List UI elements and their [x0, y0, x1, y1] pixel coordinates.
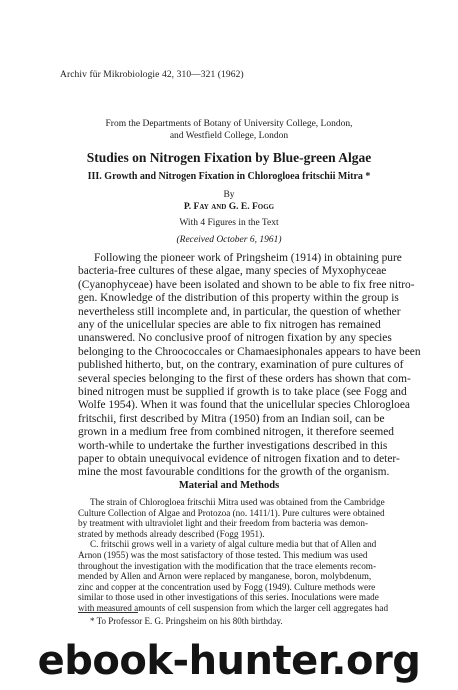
methods-line: C. fritschii grows well in a variety of algal culture media but that of Allen and — [90, 539, 377, 550]
intro-line: bacteria-free cultures of these algae, many species of Myxophyceae — [78, 265, 387, 278]
section-heading: Material and Methods — [178, 480, 280, 491]
methods-line: with measured amounts of cell suspension from which the larger cell aggregates had — [78, 603, 389, 613]
affiliation-line-2: and Westfield College, London — [169, 131, 289, 141]
journal-citation: Archiv für Mikrobiologie 42, 310—321 (1962) — [60, 70, 244, 80]
paper-subtitle: III. Growth and Nitrogen Fixation in Chlorogloea fritschii Mitra * — [87, 171, 371, 182]
intro-line: any of the unicellular species are able to fix nitrogen has remained — [78, 319, 381, 331]
intro-line: Following the pioneer work of Pringsheim (1914) in obtaining pure — [94, 252, 402, 264]
methods-line: The strain of Chlorogloea fritschii Mitra used was obtained from the Cambridge — [90, 497, 385, 507]
byline-by: By — [223, 190, 235, 200]
methods-line: zinc and copper at the concentration used by Fogg (1949). Culture methods were — [78, 581, 376, 592]
methods-line: Culture Collection of Algae and Protozoa (no. 1411/1). Pure cultures were obtained — [78, 507, 385, 518]
intro-line: (Cyanophyceae) have been isolated and shown to be able to fix free nitro- — [78, 278, 415, 291]
intro-line: unanswered. No conclusive proof of nitrogen fixation by any species — [78, 332, 392, 345]
watermark-banner: ebook-hunter.org — [37, 638, 421, 684]
intro-line: gen. Knowledge of the distribution of this property within the group is — [78, 292, 399, 305]
figures-note: With 4 Figures in the Text — [179, 218, 279, 228]
methods-line: similar to those used in other investigations of this series. Inoculations were made — [78, 592, 379, 603]
intro-line: worth-while to undertake the further investigations described in this — [78, 439, 388, 452]
intro-line: fritschii, first described by Mitra (1950) from an Indian soil, can be — [78, 412, 385, 425]
intro-line: grown in a medium free from combined nitrogen, it therefore seemed — [78, 426, 394, 439]
paper-title: Studies on Nitrogen Fixation by Blue-green Algae — [86, 150, 372, 165]
methods-line: Arnon (1955) was the most satisfactory of those tested. This medium was used — [78, 550, 368, 560]
methods-line: strated by methods already described (Fogg 1951). — [78, 528, 265, 539]
affiliation-line-1: From the Departments of Botany of University College, London, — [105, 119, 353, 129]
intro-line: belonging to the Chroococcales or Chamaesiphonales appears to have been — [78, 345, 421, 358]
methods-line: mended by Allen and Arnon were replaced by manganese, boron, molybdenum, — [78, 571, 372, 582]
intro-line: bined nitrogen must be supplied if growth is to take place (see Fogg and — [78, 386, 407, 398]
intro-line: published hitherto, but, on the contrary, examination of pure cultures of — [78, 359, 404, 372]
footnote-divider — [78, 612, 138, 613]
footnote: * To Professor E. G. Pringsheim on his 80th birthday. — [90, 616, 283, 626]
received-date: (Received October 6, 1961) — [176, 235, 282, 245]
methods-line: throughout the investigation with the modification that the trace elements recom- — [78, 560, 376, 571]
intro-line: several species belonging to the first of these orders has shown that com- — [78, 372, 411, 385]
intro-line: nevertheless still incomplete and, in particular, the question of whether — [78, 305, 401, 318]
intro-line: mine the most favourable conditions for the growth of the organism. — [78, 466, 390, 479]
methods-line: by treatment with ultraviolet light and their freedom from bacteria was demon- — [78, 518, 369, 529]
author-names: P. Fay and G. E. Fogg — [183, 202, 275, 212]
intro-line: paper to obtain unequivocal evidence of nitrogen fixation and to deter- — [78, 453, 400, 465]
intro-line: Wolfe 1954). When it was found that the unicellular species Chlorogloea — [78, 399, 410, 412]
